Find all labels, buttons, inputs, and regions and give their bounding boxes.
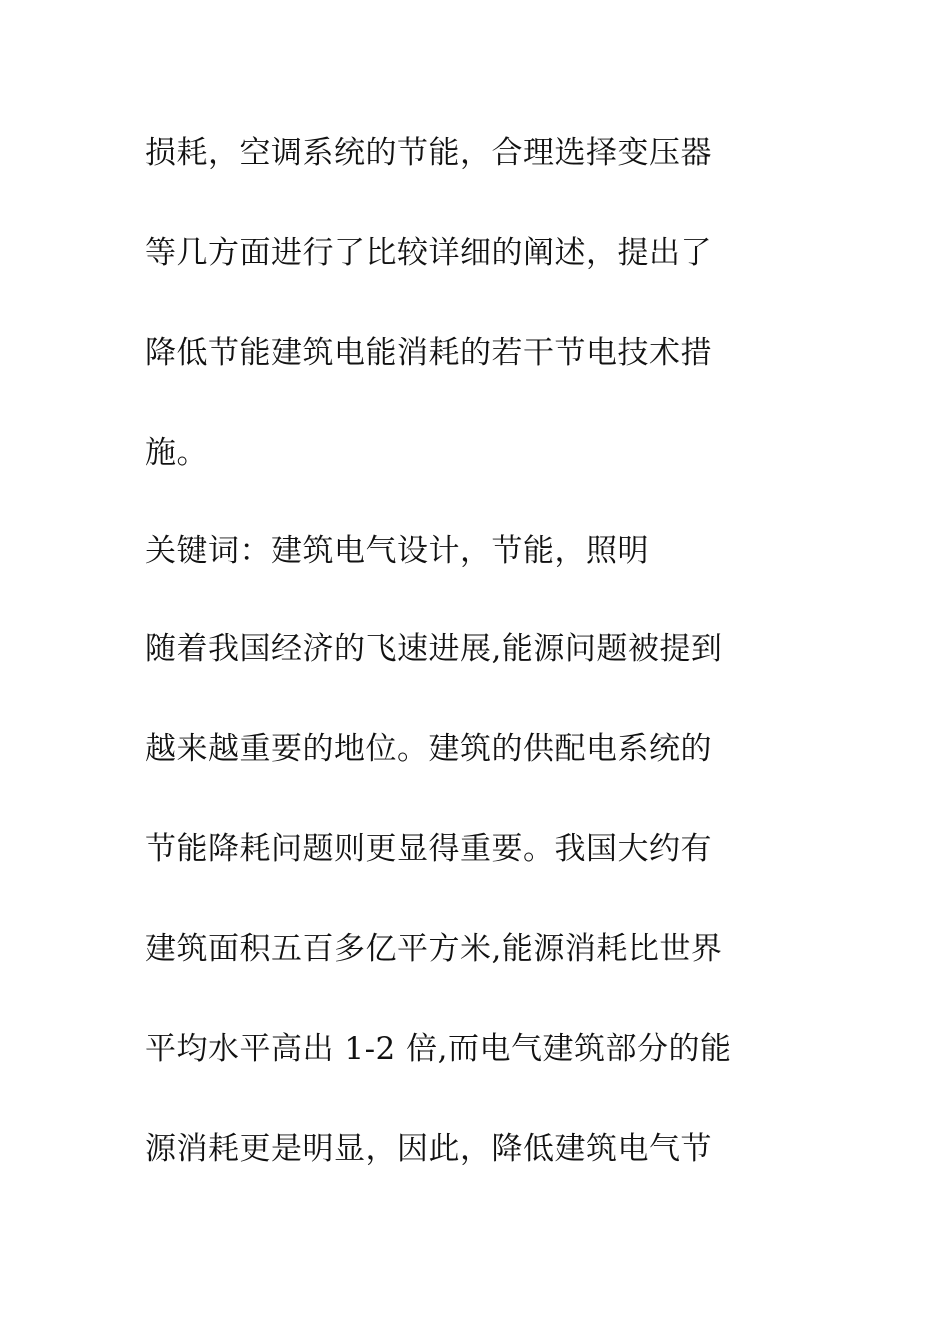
abstract-line-1: 损耗，空调系统的节能，合理选择变压器 bbox=[145, 135, 712, 171]
body-line-2: 越来越重要的地位。建筑的供配电系统的 bbox=[145, 731, 712, 767]
body-line-6: 源消耗更是明显，因此，降低建筑电气节 bbox=[145, 1131, 712, 1167]
body-line-5: 平均水平高出 1-2 倍,而电气建筑部分的能 bbox=[145, 1031, 732, 1067]
body-line-4: 建筑面积五百多亿平方米,能源消耗比世界 bbox=[145, 931, 723, 967]
keywords-line: 关键词：建筑电气设计，节能，照明 bbox=[145, 533, 649, 569]
abstract-line-3: 降低节能建筑电能消耗的若干节电技术措 bbox=[145, 335, 712, 371]
abstract-line-4: 施。 bbox=[145, 435, 208, 471]
body-line-1: 随着我国经济的飞速进展,能源问题被提到 bbox=[145, 631, 723, 667]
abstract-line-2: 等几方面进行了比较详细的阐述，提出了 bbox=[145, 235, 712, 271]
body-line-3: 节能降耗问题则更显得重要。我国大约有 bbox=[145, 831, 712, 867]
